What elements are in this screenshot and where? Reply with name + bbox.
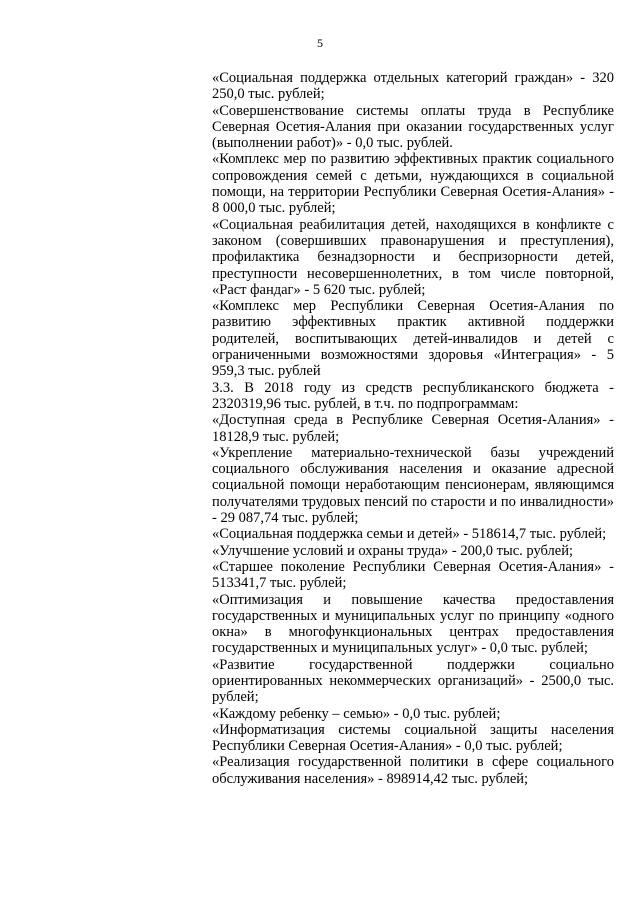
paragraph-integration-program: «Комплекс мер Республики Северная Осетия-Алания по развитию эффективных практик активной поддержки родителей, воспитывающих детей-инвалидов и детей с ограниченными возможностями здоровья «Интеграция» - 5 959,3 тыс. рублей (212, 298, 614, 380)
paragraph-child-rehabilitation: «Социальная реабилитация детей, находящихся в конфликте с законом (совершивших правонарушения и преступления), профилактика безнадзорности и беспризорности детей, преступности несовершеннолетних, в том числе повторной, «Раст фандаг» - 5 620 тыс. рублей; (212, 216, 614, 298)
paragraph-social-service-policy: «Реализация государственной политики в сфере социального обслуживания населения» - 898914,42 тыс. рублей; (212, 754, 614, 787)
paragraph-wage-system: «Совершенствование системы оплаты труда в Республике Северная Осетия-Алания при оказании государственных услуг (выполнении работ)» - 0,0 тыс. рублей. (212, 102, 614, 152)
paragraph-one-window-services: «Оптимизация и повышение качества предоставления государственных и муниципальных услуг по принципу «одного окна» в многофункциональных центрах предоставления государственных и муниципальных услуг» - 0,0 тыс. рублей; (212, 591, 614, 657)
document-body (212, 70, 614, 787)
paragraph-labor-conditions: «Улучшение условий и охраны труда» - 200,0 тыс. рублей; (212, 542, 573, 559)
paragraph-social-support-categories: «Социальная поддержка отдельных категорий граждан» - 320 250,0 тыс. рублей; (212, 70, 614, 103)
paragraph-accessible-environment: «Доступная среда в Республике Северная Осетия-Алания» - 18128,9 тыс. рублей; (212, 412, 614, 445)
paragraph-informatization: «Информатизация системы социальной защиты населения Республики Северная Осетия-Алания» - 0,0 тыс. рублей; (212, 721, 614, 755)
paragraph-family-children-support: «Социальная поддержка семьи и детей» - 518614,7 тыс. рублей; (212, 526, 607, 543)
paragraph-material-base: «Укрепление материально-технической базы учреждений социального обслуживания населения и оказание адресной социальной помощи неработающим пенсионерам, являющимся получателями трудовых пенсий по старости и по инвалидности» - 29 087,74 тыс. рублей; (212, 444, 614, 527)
page-number: 5 (317, 36, 323, 50)
paragraph-every-child-family: «Каждому ребенку – семью» - 0,0 тыс. рублей; (212, 705, 501, 722)
paragraph-older-generation: «Старшее поколение Республики Северная Осетия-Алания» - 513341,7 тыс. рублей; (212, 558, 614, 592)
paragraph-nko-support: «Развитие государственной поддержки социально ориентированных некоммерческих организаций» - 2500,0 тыс. рублей; (212, 656, 614, 706)
paragraph-family-support-practices: «Комплекс мер по развитию эффективных практик социального сопровождения семей с детьми, нуждающихся в социальной помощи, на территории Республики Северная Осетия-Алания» - 8 000,0 тыс. рублей; (212, 151, 614, 217)
paragraph-budget-2018: 3.3. В 2018 году из средств республиканского бюджета - 2320319,96 тыс. рублей, в т.ч. по подпрограммам: (212, 379, 614, 412)
